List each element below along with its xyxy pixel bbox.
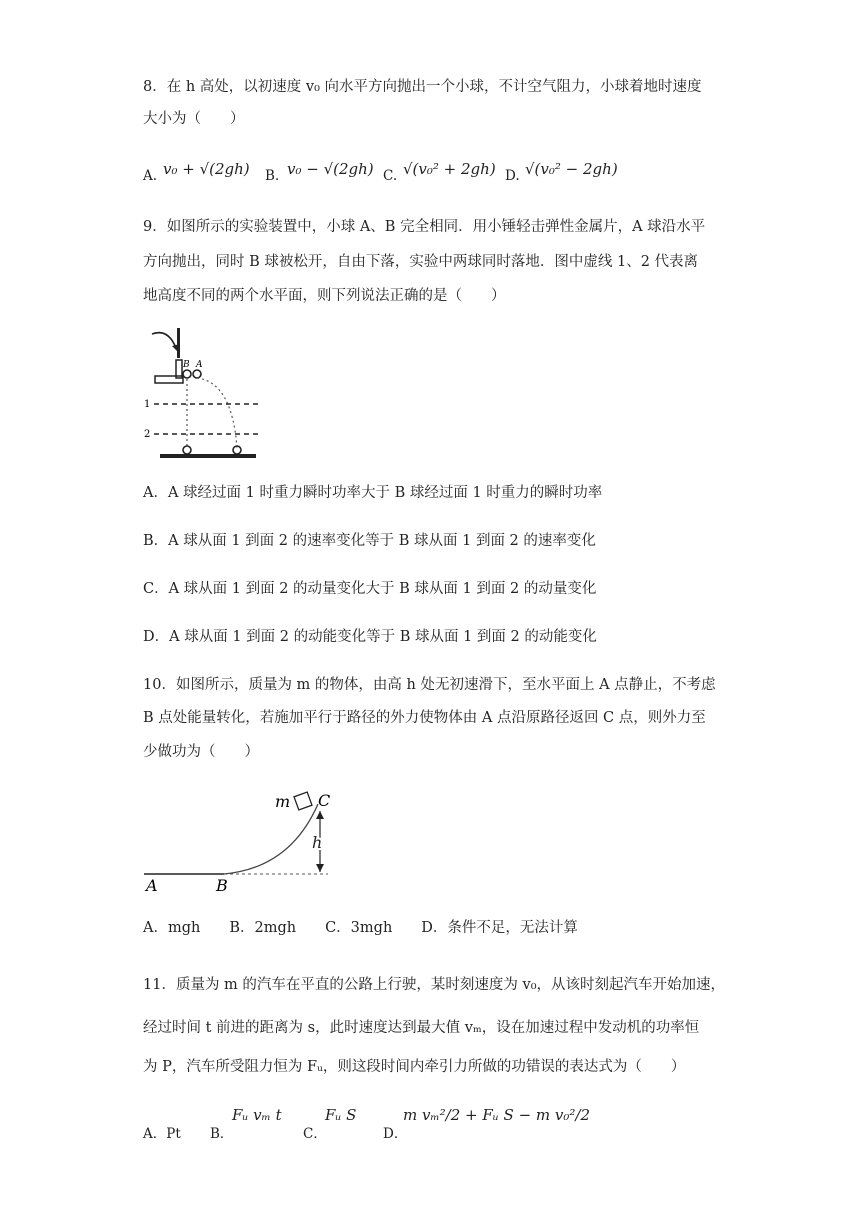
q11-option-c-expr: Fᵤ S [325, 1106, 357, 1124]
q10-stem-line1: 10．如图所示，质量为 m 的物体，由高 h 处无初速滑下，至水平面上 A 点静止，不考虑 [143, 677, 716, 693]
q10-stem-line3: 少做功为（ ） [143, 744, 259, 760]
q9-stem-line3: 地高度不同的两个水平面，则下列说法正确的是（ ） [143, 288, 506, 304]
height-arrow-down-icon [316, 864, 324, 872]
q8-option-b-expr: v₀ − √(2gh) [287, 160, 374, 178]
ground [160, 454, 256, 458]
q11-option-a: A．Pt [143, 1126, 181, 1142]
q8-option-a-expr: v₀ + √(2gh) [163, 160, 250, 178]
q10-stem-line2: B 点处能量转化，若施加平行于路径的外力使物体由 A 点沿原路径返回 C 点，则外力至 [143, 710, 706, 726]
height-arrow-up-icon [316, 811, 324, 819]
q11-stem-line3: 为 P，汽车所受阻力恒为 Fᵤ，则这段时间内牵引力所做的功错误的表达式为（ ） [143, 1059, 686, 1075]
q10-slope-figure [140, 786, 350, 896]
q11-option-d-label: D． [383, 1126, 408, 1142]
label-h: h [312, 833, 323, 852]
ball-b-icon [183, 370, 191, 378]
label-a: A [146, 876, 158, 895]
label-b: B [183, 360, 190, 370]
q8-option-c-label: C. [383, 168, 398, 184]
q9-option-d: D．A 球从面 1 到面 2 的动能变化等于 B 球从面 1 到面 2 的动能变化 [143, 629, 597, 645]
label-b: B [216, 876, 228, 895]
q8-option-d-label: D. [505, 168, 520, 184]
q10-options: A．mgh B．2mgh C．3mgh D．条件不足，无法计算 [143, 920, 578, 936]
q8-stem-line2: 大小为（ ） [143, 111, 245, 127]
q9-stem-line2: 方向抛出，同时 B 球被松开，自由下落，实验中两球同时落地．图中虚线 1、2 代表离 [143, 254, 699, 270]
q8-option-a-label: A. [143, 168, 158, 184]
block-m [294, 792, 312, 810]
hammer-arrow-icon [152, 333, 176, 348]
q9-option-b: B．A 球从面 1 到面 2 的速率变化等于 B 球从面 1 到面 2 的速率变化 [143, 533, 596, 549]
q11-option-b-expr: Fᵤ vₘ t [232, 1106, 282, 1124]
q11-stem-line1: 11．质量为 m 的汽车在平直的公路上行驶，某时刻速度为 v₀，从该时刻起汽车开始加速， [143, 977, 726, 993]
stand-base [155, 376, 183, 383]
q9-stem-line1: 9．如图所示的实验装置中，小球 A、B 完全相同．用小锤轻击弹性金属片，A 球沿水平 [143, 219, 706, 235]
label-a: A [196, 360, 203, 370]
q8-option-c-expr: √(v₀² + 2gh) [403, 160, 496, 178]
q9-option-c: C．A 球从面 1 到面 2 的动量变化大于 B 球从面 1 到面 2 的动量变化 [143, 581, 597, 597]
q8-option-b-label: B. [265, 168, 280, 184]
curved-slope [224, 804, 318, 874]
metal-strip [177, 328, 180, 358]
q8-stem-line1: 8．在 h 高处，以初速度 v₀ 向水平方向抛出一个小球，不计空气阻力，小球着地时速度 [143, 79, 702, 95]
label-plane-1: 1 [144, 399, 151, 410]
label-plane-2: 2 [144, 429, 151, 440]
q11-option-c-label: C． [303, 1126, 327, 1142]
q8-option-d-expr: √(v₀² − 2gh) [525, 160, 618, 178]
ball-a-path [197, 378, 237, 448]
label-c: C [318, 791, 331, 810]
q9-apparatus-figure [140, 322, 270, 462]
ball-a-icon [193, 370, 201, 378]
label-m: m [275, 792, 291, 811]
q11-stem-line2: 经过时间 t 前进的距离为 s，此时速度达到最大值 vₘ，设在加速过程中发动机的功率恒 [143, 1020, 700, 1036]
landed-ball-b-icon [183, 446, 191, 454]
q11-option-d-expr: m vₘ²/2 + Fᵤ S − m v₀²/2 [403, 1106, 591, 1124]
q11-option-b-label: B． [210, 1126, 234, 1142]
q9-option-a: A．A 球经过面 1 时重力瞬时功率大于 B 球经过面 1 时重力的瞬时功率 [143, 485, 603, 501]
